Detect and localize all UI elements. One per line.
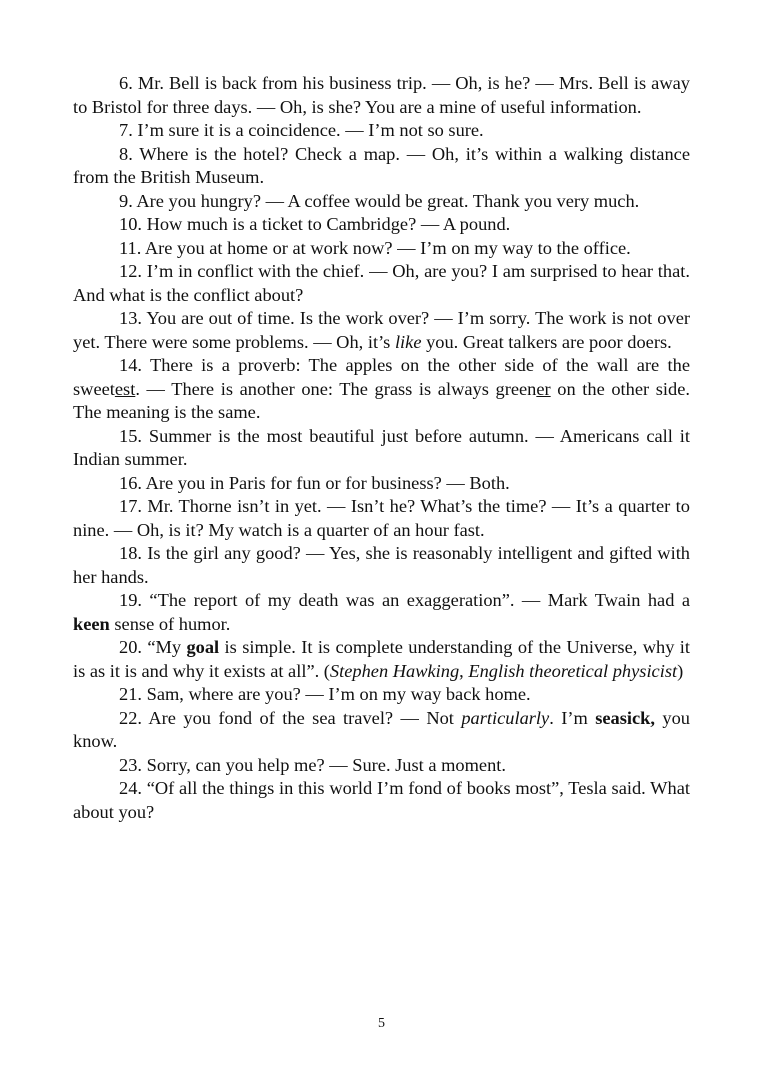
underlined-er: er — [536, 378, 551, 399]
item-9: 9. Are you hungry? — A coffee would be great. Thank you very much. — [119, 190, 640, 211]
item-6: 6. Mr. Bell is back from his business trip. — Oh, is he? — Mrs. Bell is away to Bristol for three days. — Oh, is she? You are a mine of useful information. — [73, 73, 690, 117]
item-23: 23. Sorry, can you help me? — Sure. Just a moment. — [119, 754, 506, 775]
item-21: 21. Sam, where are you? — I’m on my way back home. — [119, 684, 531, 704]
bold-keen: keen — [73, 613, 110, 634]
item-12: 12. I’m in conflict with the chief. — Oh, are you? I am surprised to hear that. And what is the conflict about? — [73, 261, 690, 305]
item-14: 14. There is a proverb: The apples on the other side of the wall are the sweetest. — There is another one: The grass is always greener on the other side. The meaning is the same. — [73, 355, 690, 422]
item-8: 8. Where is the hotel? Check a map. — Oh, it’s within a walking distance from the British Museum. — [73, 143, 690, 187]
italic-like: like — [394, 331, 422, 352]
italic-author-role: English theoretical physicist — [468, 660, 678, 681]
item-16: 16. Are you in Paris for fun or for business? — Both. — [119, 472, 510, 493]
page-body — [73, 72, 690, 824]
page-number: 5 — [378, 1016, 385, 1031]
bold-goal: goal — [186, 637, 220, 657]
item-10: 10. How much is a ticket to Cambridge? — A pound. — [119, 214, 511, 234]
item-7: 7. I’m sure it is a coincidence. — I’m not so sure. — [119, 120, 484, 140]
item-18: 18. Is the girl any good? — Yes, she is reasonably intelligent and gifted with her hands. — [73, 543, 690, 587]
italic-author: Stephen Hawking — [329, 660, 460, 681]
item-17: 17. Mr. Thorne isn’t in yet. — Isn’t he? What’s the time? — It’s a quarter to nine. — Oh, is it? My watch is a quarter of an hour fast. — [73, 496, 690, 540]
item-15: 15. Summer is the most beautiful just before autumn. — Americans call it Indian summer. — [73, 425, 690, 469]
italic-particularly: particularly — [461, 707, 550, 728]
bold-seasick: seasick, — [595, 707, 655, 728]
item-20: 20. “My goal is simple. It is complete understanding of the Universe, why it is as it is and why it exists at all”. (Stephen Hawking, English theoretical physicist) — [73, 637, 690, 681]
underlined-est: est — [114, 378, 136, 399]
item-13: 13. You are out of time. Is the work over? — I’m sorry. The work is not over yet. There were some problems. — Oh, it’s like you. Great talkers are poor doers. — [73, 308, 690, 352]
item-22: 22. Are you fond of the sea travel? — Not particularly. I’m seasick, you know. — [73, 707, 690, 751]
item-19: 19. “The report of my death was an exaggeration”. — Mark Twain had a keen sense of humor. — [73, 590, 690, 634]
item-24: 24. “Of all the things in this world I’m fond of books most”, Tesla said. What about you? — [73, 778, 690, 822]
item-11: 11. Are you at home or at work now? — I’m on my way to the office. — [119, 237, 631, 258]
